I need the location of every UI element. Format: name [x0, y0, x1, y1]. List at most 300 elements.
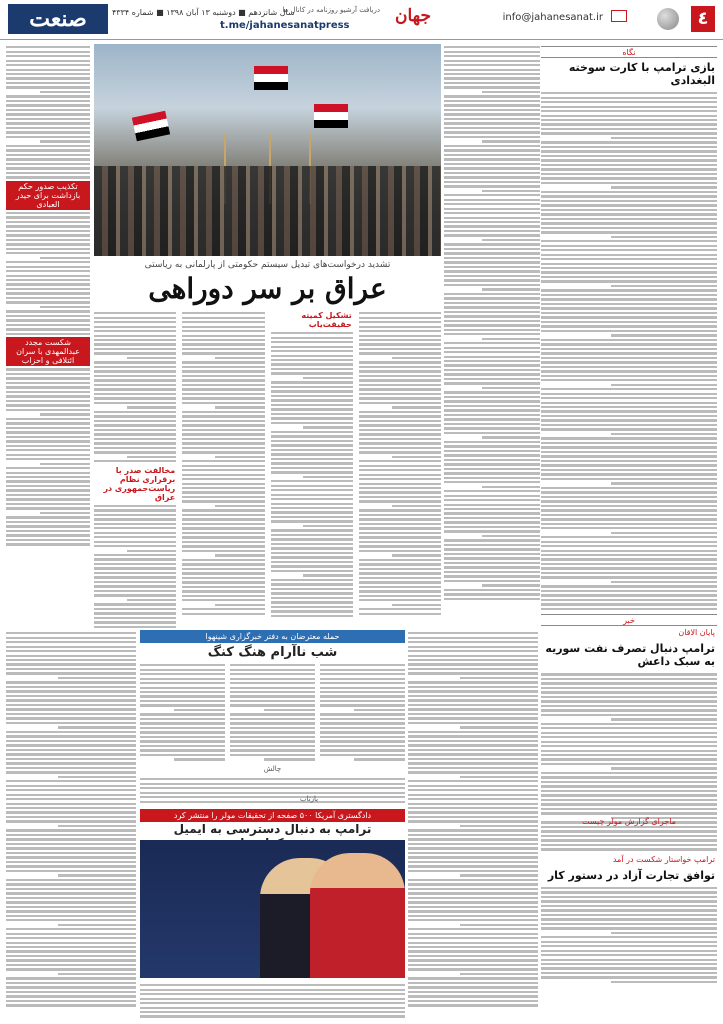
text-line [541, 191, 717, 193]
text-line [6, 767, 136, 769]
text-line [40, 463, 90, 465]
text-line [444, 158, 540, 160]
text-line [6, 418, 90, 420]
text-line [541, 572, 717, 574]
text-line [6, 445, 90, 447]
text-line [127, 406, 176, 408]
text-line [444, 257, 540, 259]
text-line [271, 462, 353, 464]
text-line [6, 391, 90, 393]
text-line [408, 699, 538, 701]
article-subhead: مخالفت صدر با برقراری نظام ریاست‌جمهوری در عراق [94, 465, 176, 503]
text-line [6, 503, 90, 505]
text-line [444, 459, 540, 461]
text-line [58, 726, 136, 728]
text-line [94, 370, 176, 372]
text-line [94, 393, 176, 395]
text-line [6, 225, 90, 227]
text-line [444, 270, 540, 272]
text-line [541, 723, 717, 725]
text-line [182, 608, 264, 610]
text-line [271, 503, 353, 505]
text-line [94, 317, 176, 319]
text-line [6, 472, 90, 474]
story2-kicker: پایان الاقان [678, 628, 715, 638]
text-line [541, 835, 717, 837]
text-line [444, 109, 540, 111]
text-line [182, 343, 264, 345]
text-line [444, 342, 540, 344]
text-line [444, 427, 540, 429]
story3-kicker: ترامپ خواستار شکست در آمد [612, 854, 715, 864]
text-line [6, 740, 136, 742]
text-line [541, 97, 717, 99]
text-line [94, 397, 176, 399]
text-line [182, 433, 264, 435]
hongkong-col [320, 662, 405, 762]
text-line [359, 500, 441, 502]
text-line [392, 604, 441, 606]
text-line [6, 928, 136, 930]
text-line [94, 532, 176, 534]
text-line [408, 982, 538, 984]
text-line [94, 527, 176, 529]
text-line [182, 460, 264, 462]
text-line [6, 95, 90, 97]
text-line [6, 650, 136, 652]
text-line [140, 1011, 405, 1013]
text-line [140, 801, 405, 803]
text-line [541, 776, 717, 778]
text-line [482, 436, 540, 438]
text-line [541, 222, 717, 224]
text-line [408, 731, 538, 733]
text-line [359, 420, 441, 422]
text-line [541, 741, 717, 743]
text-line [408, 964, 538, 966]
text-line [6, 910, 136, 912]
text-line [482, 535, 540, 537]
text-line [94, 375, 176, 377]
text-line [541, 101, 717, 103]
text-line [6, 906, 136, 908]
text-line [40, 257, 90, 259]
text-line [230, 713, 315, 715]
text-line [6, 816, 136, 818]
text-line [6, 216, 90, 218]
text-line [359, 509, 441, 511]
text-line [444, 284, 540, 286]
lead-story-body [541, 92, 717, 610]
text-line [215, 357, 264, 359]
text-line [408, 829, 538, 831]
text-line [444, 221, 540, 223]
text-line [359, 379, 441, 381]
text-line [6, 149, 90, 151]
text-line [444, 73, 540, 75]
text-line [408, 950, 538, 952]
text-line [6, 368, 90, 370]
segment-body-lines [140, 778, 405, 803]
text-line [541, 249, 717, 251]
text-line [6, 64, 90, 66]
text-line [541, 808, 717, 810]
text-line [359, 388, 441, 390]
text-line [6, 239, 90, 241]
text-line [541, 954, 717, 956]
text-line [541, 303, 717, 305]
text-line [444, 544, 540, 546]
text-line [408, 803, 538, 805]
text-line [6, 753, 136, 755]
site-email[interactable]: info@jahanesanat.ir [502, 12, 603, 23]
text-line [541, 267, 717, 269]
text-line [541, 554, 717, 556]
text-line [6, 51, 90, 53]
text-line [6, 395, 90, 397]
text-line [541, 213, 717, 215]
text-line [444, 154, 540, 156]
text-line [6, 301, 90, 303]
text-line [444, 593, 540, 595]
text-line [94, 321, 176, 323]
text-line [140, 727, 225, 729]
text-line [6, 127, 90, 129]
text-line [444, 539, 540, 541]
text-line [6, 982, 136, 984]
text-line [182, 474, 264, 476]
text-line [271, 610, 353, 612]
text-line [408, 771, 538, 773]
text-line [230, 731, 315, 733]
text-line [444, 315, 540, 317]
text-line [541, 745, 717, 747]
text-line [94, 509, 176, 511]
text-line [444, 517, 540, 519]
lead-story-title: بازی ترامپ با کارت سوخته البغدادی [568, 61, 715, 87]
text-line [444, 356, 540, 358]
text-line [182, 595, 264, 597]
text-line [6, 794, 136, 796]
text-line [320, 754, 405, 756]
text-line [444, 364, 540, 366]
text-line [541, 714, 717, 716]
text-line [6, 762, 136, 764]
text-line [6, 838, 136, 840]
telegram-handle[interactable]: t.me/jahanesanatpress [220, 20, 350, 31]
text-line [40, 512, 90, 514]
text-line [94, 335, 176, 337]
text-line [541, 736, 717, 738]
text-line [94, 523, 176, 525]
text-line [359, 613, 441, 615]
text-line [264, 709, 315, 711]
text-line [408, 717, 538, 719]
text-line [215, 456, 264, 458]
article-col-body [94, 505, 176, 628]
text-line [6, 865, 136, 867]
text-line [94, 420, 176, 422]
text-line [359, 518, 441, 520]
text-line [182, 348, 264, 350]
text-line [541, 772, 717, 774]
text-line [6, 404, 90, 406]
text-line [6, 937, 136, 939]
text-line [408, 838, 538, 840]
text-line [6, 382, 90, 384]
text-line [541, 750, 717, 752]
text-line [444, 418, 540, 420]
text-line [541, 119, 717, 121]
text-line [94, 541, 176, 543]
text-line [444, 118, 540, 120]
text-line [359, 366, 441, 368]
text-line [230, 754, 315, 756]
text-line [541, 608, 717, 610]
text-line [541, 164, 717, 166]
text-line [444, 450, 540, 452]
text-line [541, 594, 717, 596]
text-line [541, 848, 717, 850]
text-line [541, 727, 717, 729]
text-line [611, 384, 717, 386]
text-line [230, 745, 315, 747]
text-line [541, 428, 717, 430]
text-line [541, 500, 717, 502]
text-line [94, 581, 176, 583]
right-lower-box [541, 815, 717, 828]
text-line [359, 424, 441, 426]
text-line [6, 494, 90, 496]
text-line [359, 317, 441, 319]
text-line [271, 592, 353, 594]
main-headline: عراق بر سر دوراهی [148, 272, 387, 305]
text-line [541, 200, 717, 202]
left-column [6, 44, 90, 624]
text-line [182, 370, 264, 372]
text-line [408, 807, 538, 809]
text-line [408, 655, 538, 657]
text-line [359, 402, 441, 404]
text-line [230, 727, 315, 729]
text-line [541, 576, 717, 578]
text-line [408, 861, 538, 863]
text-line [320, 749, 405, 751]
text-line [6, 319, 90, 321]
text-line [359, 541, 441, 543]
text-line [541, 343, 717, 345]
text-line [541, 410, 717, 412]
text-line [271, 368, 353, 370]
text-line [408, 762, 538, 764]
text-line [140, 787, 405, 789]
text-line [359, 415, 441, 417]
text-line [215, 604, 264, 606]
text-line [182, 523, 264, 525]
text-line [271, 529, 353, 531]
text-line [6, 60, 90, 62]
text-line [182, 532, 264, 534]
text-line [182, 420, 264, 422]
text-line [541, 254, 717, 256]
text-line [182, 559, 264, 561]
hongkong-col [140, 662, 225, 762]
text-line [408, 968, 538, 970]
text-line [6, 659, 136, 661]
text-line [541, 150, 717, 152]
text-line [94, 339, 176, 341]
text-line [6, 749, 136, 751]
text-line [6, 704, 136, 706]
text-line [230, 718, 315, 720]
text-line [541, 691, 717, 693]
text-line [444, 122, 540, 124]
text-line [182, 379, 264, 381]
text-line [182, 366, 264, 368]
text-line [408, 789, 538, 791]
text-line [230, 704, 315, 706]
text-line [444, 243, 540, 245]
text-line [408, 646, 538, 648]
text-line [6, 525, 90, 527]
text-line [94, 608, 176, 610]
text-line [541, 918, 717, 920]
text-line [408, 995, 538, 997]
text-line [541, 469, 717, 471]
story3-body [541, 887, 717, 984]
text-line [6, 69, 90, 71]
text-line [359, 586, 441, 588]
text-line [541, 682, 717, 684]
text-line [271, 453, 353, 455]
text-line [444, 432, 540, 434]
text-line [408, 708, 538, 710]
text-line [140, 989, 405, 991]
text-line [444, 445, 540, 447]
text-line [6, 888, 136, 890]
text-line [541, 567, 717, 569]
text-line [541, 106, 717, 108]
text-line [482, 387, 540, 389]
text-line [359, 370, 441, 372]
text-line [444, 149, 540, 151]
text-line [359, 496, 441, 498]
text-line [541, 460, 717, 462]
text-line [140, 754, 225, 756]
text-line [408, 758, 538, 760]
text-line [182, 339, 264, 341]
text-line [182, 572, 264, 574]
text-line [611, 433, 717, 435]
text-line [444, 279, 540, 281]
text-line [320, 669, 405, 671]
text-line [140, 998, 405, 1000]
text-line [408, 892, 538, 894]
text-line [264, 758, 315, 760]
text-line [359, 599, 441, 601]
text-line [359, 595, 441, 597]
text-line [320, 731, 405, 733]
text-line [541, 754, 717, 756]
text-line [611, 932, 717, 934]
text-line [444, 526, 540, 528]
text-line [444, 95, 540, 97]
text-line [140, 740, 225, 742]
text-line [182, 465, 264, 467]
text-line [541, 437, 717, 439]
text-line [541, 276, 717, 278]
text-line [359, 438, 441, 440]
left-subhead-1: تکذیب صدور حکم بازداشت برای حیدر العبادی [6, 181, 90, 210]
text-line [6, 136, 90, 138]
text-line [271, 583, 353, 585]
text-line [444, 557, 540, 559]
text-line [182, 321, 264, 323]
text-line [182, 527, 264, 529]
text-line [541, 339, 717, 341]
text-line [6, 279, 90, 281]
text-line [6, 856, 136, 858]
text-line [444, 55, 540, 57]
text-line [271, 444, 353, 446]
text-line [6, 436, 90, 438]
text-line [140, 796, 405, 798]
text-line [182, 361, 264, 363]
text-line [6, 820, 136, 822]
text-line [611, 532, 717, 534]
text-line [541, 155, 717, 157]
text-line [182, 590, 264, 592]
text-line [271, 435, 353, 437]
text-line [94, 366, 176, 368]
text-line [541, 478, 717, 480]
article-subhead: تشکیل کمیته حقیقت‌یاب [271, 310, 353, 330]
text-line [6, 897, 136, 899]
text-line [444, 504, 540, 506]
text-line [444, 297, 540, 299]
article-col [359, 310, 441, 624]
text-line [541, 128, 717, 130]
globe-icon [657, 8, 679, 30]
text-line [94, 594, 176, 596]
text-line [303, 377, 352, 379]
text-line [359, 590, 441, 592]
text-line [359, 393, 441, 395]
text-line [359, 483, 441, 485]
text-line [359, 527, 441, 529]
text-line [541, 307, 717, 309]
text-line [482, 190, 540, 192]
text-line [94, 352, 176, 354]
text-line [541, 505, 717, 507]
text-line [541, 514, 717, 516]
text-line [6, 946, 136, 948]
text-line [127, 550, 176, 552]
text-line [6, 328, 90, 330]
text-line [444, 266, 540, 268]
text-line [271, 332, 353, 334]
text-line [140, 783, 405, 785]
text-line [182, 429, 264, 431]
text-line [444, 275, 540, 277]
text-line [541, 312, 717, 314]
text-line [6, 663, 136, 665]
text-line [182, 397, 264, 399]
left-subhead-2: شکست مجدد عبدالمهدی با سران ائتلافی و احزاب [6, 337, 90, 366]
text-line [541, 905, 717, 907]
text-line [230, 736, 315, 738]
mueller-box-label: ماجرای گزارش مولر چیست [582, 817, 676, 826]
